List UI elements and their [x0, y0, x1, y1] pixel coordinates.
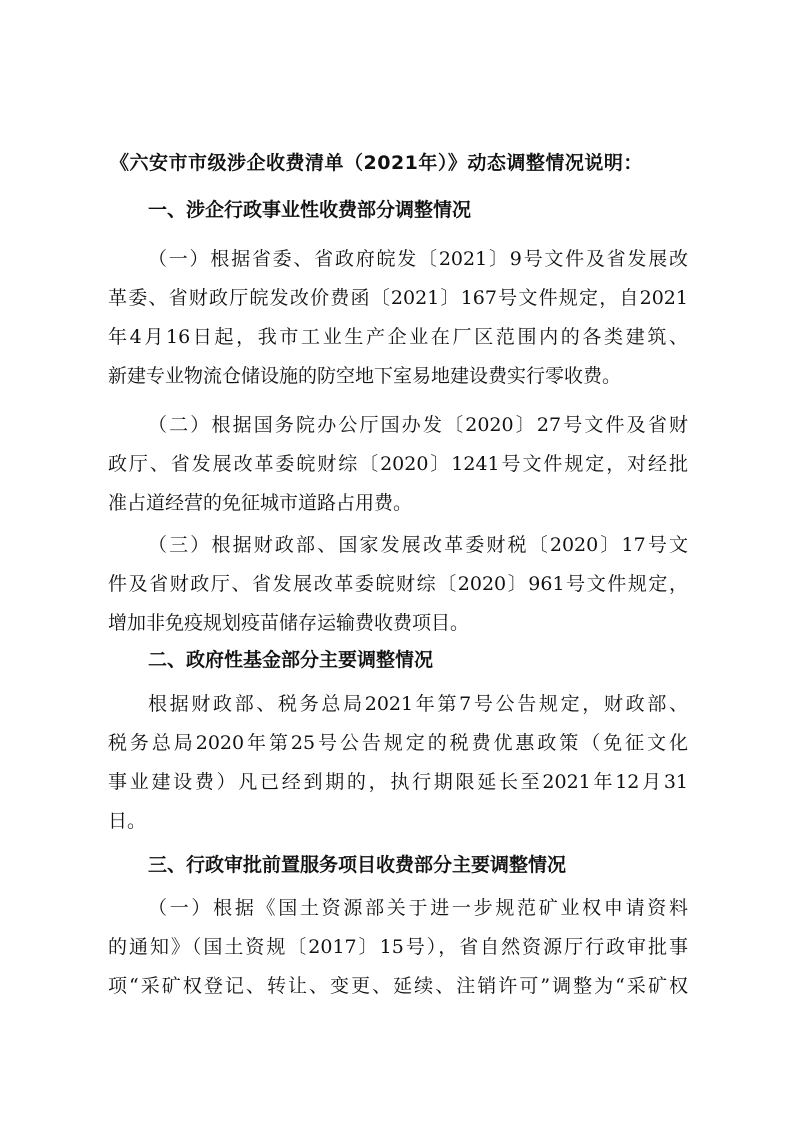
section-3-item-1-line-2: 的通知》（国土资规〔2017〕15号），省自然资源厅行政审批事 [108, 936, 688, 958]
section-1-item-3-line-2: 件及省财政厅、省发展改革委皖财综〔2020〕961号文件规定， [108, 573, 688, 595]
section-3-item-1-line-3: 项“采矿权登记、转让、变更、延续、注销许可”调整为“采矿权 [108, 975, 688, 997]
document-title: 《六安市市级涉企收费清单（2021年）》动态调整情况说明： [110, 152, 643, 174]
section-2-line-4: 日。 [108, 810, 147, 832]
section-3-heading: 三、行政审批前置服务项目收费部分主要调整情况 [148, 854, 567, 876]
section-2-heading: 二、政府性基金部分主要调整情况 [148, 649, 434, 671]
section-1-item-1-line-3: 年4月16日起，我市工业生产企业在厂区范围内的各类建筑、 [108, 326, 688, 348]
section-1-item-3-line-1: （三）根据财政部、国家发展改革委财税〔2020〕17号文 [148, 534, 688, 556]
section-1-item-2-line-2: 政厅、省发展改革委皖财综〔2020〕1241号文件规定，对经批 [108, 453, 688, 475]
section-1-item-2-line-1: （二）根据国务院办公厅国办发〔2020〕27号文件及省财 [148, 414, 688, 436]
section-2-line-2: 税务总局2020年第25号公告规定的税费优惠政策（免征文化 [108, 732, 688, 754]
section-1-item-3-line-3: 增加非免疫规划疫苗储存运输费收费项目。 [108, 612, 470, 634]
section-1-item-2-line-3: 准占道经营的免征城市道路占用费。 [108, 492, 413, 514]
section-2-line-3: 事业建设费）凡已经到期的，执行期限延长至2021年12月31 [108, 771, 688, 793]
section-2-line-1: 根据财政部、税务总局2021年第7号公告规定，财政部、 [148, 693, 688, 715]
section-3-item-1-line-1: （一）根据《国土资源部关于进一步规范矿业权申请资料 [148, 897, 688, 919]
section-1-item-1-line-2: 革委、省财政厅皖发改价费函〔2021〕167号文件规定，自2021 [108, 287, 688, 309]
section-1-item-1-line-4: 新建专业物流仓储设施的防空地下室易地建设费实行零收费。 [108, 365, 622, 387]
section-1-heading: 一、涉企行政事业性收费部分调整情况 [148, 199, 472, 221]
section-1-item-1-line-1: （一）根据省委、省政府皖发〔2021〕9号文件及省发展改 [148, 248, 688, 270]
